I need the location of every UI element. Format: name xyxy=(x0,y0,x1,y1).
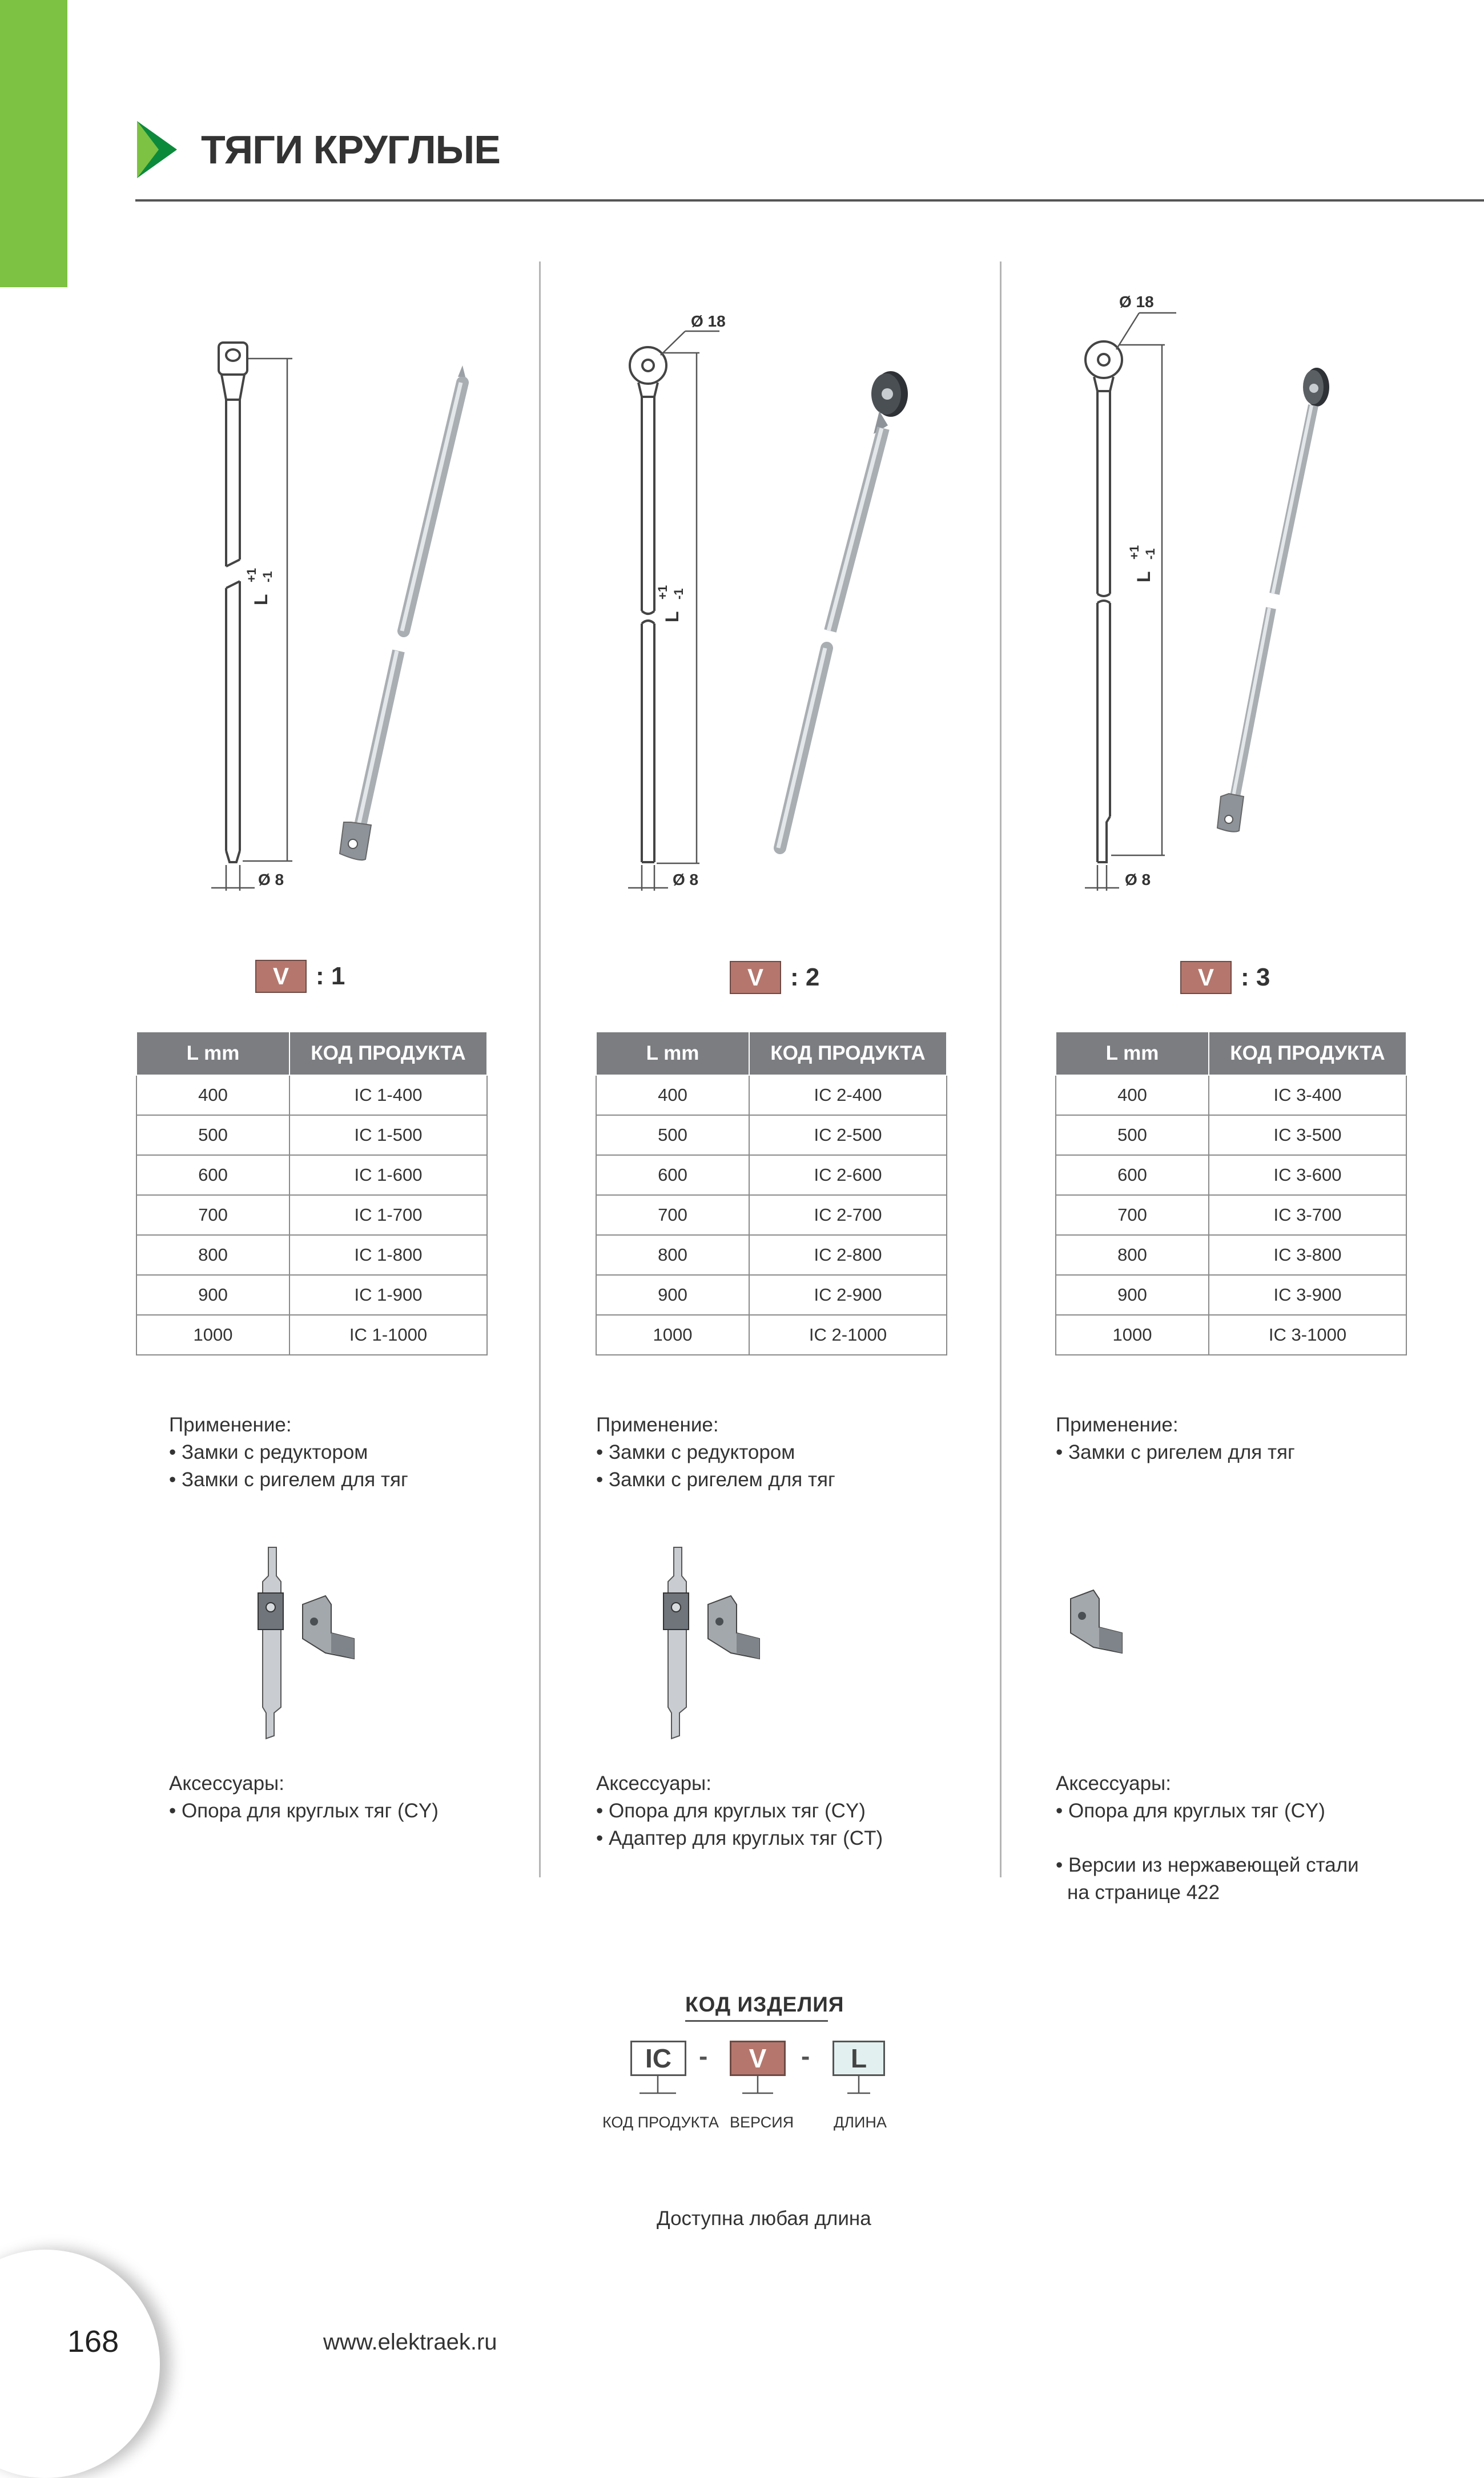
table-row xyxy=(596,1275,947,1315)
table-cell: 400 xyxy=(1056,1075,1209,1115)
table-cell: IC 3-600 xyxy=(1209,1155,1406,1195)
table-cell: IC 1-800 xyxy=(289,1235,487,1275)
table-cell: 900 xyxy=(1056,1275,1209,1315)
page-corner-curl xyxy=(0,2250,160,2478)
table-cell: 1000 xyxy=(596,1315,749,1355)
table-header: КОД ПРОДУКТА xyxy=(749,1032,947,1075)
code-box-version: V xyxy=(730,2041,786,2076)
list-item: • Замки с ригелем для тяг xyxy=(1056,1441,1295,1463)
table-row xyxy=(596,1195,947,1235)
tolerance-plus: +1 xyxy=(244,568,259,582)
table-cell: IC 2-600 xyxy=(749,1155,947,1195)
table-cell: IC 2-400 xyxy=(749,1075,947,1115)
application-title: Применение: xyxy=(169,1414,292,1436)
list-item: • Замки с ригелем для тяг xyxy=(169,1469,408,1491)
table-cell: IC 3-900 xyxy=(1209,1275,1406,1315)
code-connectors xyxy=(628,2076,896,2110)
tolerance-plus: +1 xyxy=(1127,545,1141,560)
list-item: • Адаптер для круглых тяг (CT) xyxy=(596,1827,883,1849)
table-row xyxy=(1056,1235,1406,1275)
table-header: L mm xyxy=(136,1032,289,1075)
note-line: на странице 422 xyxy=(1067,1881,1220,1904)
application-title: Применение: xyxy=(596,1414,719,1436)
accessories-title: Аксессуары: xyxy=(596,1772,711,1795)
table-cell: IC 1-400 xyxy=(289,1075,487,1115)
table-cell: IC 3-400 xyxy=(1209,1075,1406,1115)
title-arrow-icon xyxy=(137,121,177,178)
table-row xyxy=(1056,1315,1406,1355)
version-number: : 3 xyxy=(1241,963,1270,991)
rod-diameter-label: Ø 8 xyxy=(673,871,699,888)
tolerance-minus: -1 xyxy=(260,571,275,582)
table-row xyxy=(596,1075,947,1115)
table-cell: IC 2-500 xyxy=(749,1115,947,1155)
list-item: • Замки с редуктором xyxy=(169,1441,368,1463)
list-item: • Опора для круглых тяг (CY) xyxy=(596,1800,866,1822)
table-row xyxy=(1056,1195,1406,1235)
rod-drawing-3 xyxy=(1062,285,1382,914)
dimension-length-label: L xyxy=(1133,571,1154,582)
table-cell: IC 3-500 xyxy=(1209,1115,1406,1155)
rod-diameter-label: Ø 8 xyxy=(1125,871,1151,888)
application-block-2 xyxy=(596,1411,835,1494)
table-cell: 500 xyxy=(136,1115,289,1155)
tolerance-minus: -1 xyxy=(1143,548,1157,560)
table-cell: 600 xyxy=(596,1155,749,1195)
table-header: L mm xyxy=(1056,1032,1209,1075)
rod-diameter-label: Ø 8 xyxy=(258,871,284,888)
table-header: L mm xyxy=(596,1032,749,1075)
table-cell: IC 2-800 xyxy=(749,1235,947,1275)
dimension-length-label: L xyxy=(251,594,271,605)
table-cell: IC 3-700 xyxy=(1209,1195,1406,1235)
table-cell: 900 xyxy=(596,1275,749,1315)
version-box: V xyxy=(730,961,781,994)
table-cell: 800 xyxy=(1056,1235,1209,1275)
table-cell: 600 xyxy=(1056,1155,1209,1195)
table-row xyxy=(136,1275,487,1315)
list-item: • Замки с ригелем для тяг xyxy=(596,1469,835,1491)
note-line: • Версии из нержавеющей стали xyxy=(1056,1854,1359,1876)
list-item: • Опора для круглых тяг (CY) xyxy=(169,1800,439,1822)
product-code-title: КОД ИЗДЕЛИЯ xyxy=(685,1993,844,2016)
accessories-title: Аксессуары: xyxy=(1056,1772,1171,1795)
accessories-block-2 xyxy=(596,1770,883,1852)
code-box-ic: IC xyxy=(630,2041,686,2076)
table-row xyxy=(1056,1155,1406,1195)
code-label-version: ВЕРСИЯ xyxy=(730,2114,794,2131)
page-title: ТЯГИ КРУГЛЫЕ xyxy=(201,127,500,172)
table-row xyxy=(136,1115,487,1155)
table-cell: 700 xyxy=(596,1195,749,1235)
version-box: V xyxy=(1180,961,1232,994)
table-row xyxy=(136,1235,487,1275)
table-cell: IC 2-1000 xyxy=(749,1315,947,1355)
table-cell: IC 1-1000 xyxy=(289,1315,487,1355)
product-code-table-2 xyxy=(596,1031,947,1355)
accessories-block-3 xyxy=(1056,1770,1325,1825)
table-cell: IC 1-900 xyxy=(289,1275,487,1315)
table-row xyxy=(596,1235,947,1275)
table-cell: IC 1-700 xyxy=(289,1195,487,1235)
table-cell: IC 2-900 xyxy=(749,1275,947,1315)
table-row xyxy=(596,1315,947,1355)
code-box-length: L xyxy=(833,2041,885,2076)
table-header: КОД ПРОДУКТА xyxy=(289,1032,487,1075)
code-separator: - xyxy=(699,2041,708,2071)
table-row xyxy=(1056,1075,1406,1115)
table-cell: IC 2-700 xyxy=(749,1195,947,1235)
application-block-1 xyxy=(169,1411,408,1494)
side-accent-bar xyxy=(0,0,67,287)
table-header: КОД ПРОДУКТА xyxy=(1209,1032,1406,1075)
table-cell: 700 xyxy=(1056,1195,1209,1235)
table-cell: 600 xyxy=(136,1155,289,1195)
svg-text:L xyxy=(251,594,271,605)
accessories-title: Аксессуары: xyxy=(169,1772,284,1795)
table-cell: 800 xyxy=(136,1235,289,1275)
table-cell: IC 3-800 xyxy=(1209,1235,1406,1275)
head-diameter-label: Ø 18 xyxy=(691,312,726,330)
product-code-table-1 xyxy=(136,1031,488,1355)
accessories-block-1 xyxy=(169,1770,439,1825)
table-row xyxy=(1056,1275,1406,1315)
table-cell: 400 xyxy=(136,1075,289,1115)
table-row xyxy=(1056,1115,1406,1155)
version-label-3 xyxy=(1180,960,1270,995)
lock-mechanism-image-2 xyxy=(657,1542,782,1747)
version-label-2 xyxy=(730,960,819,995)
list-item: • Опора для круглых тяг (CY) xyxy=(1056,1800,1325,1822)
application-block-3 xyxy=(1056,1411,1295,1466)
code-label-product: КОД ПРОДУКТА xyxy=(602,2114,719,2131)
table-cell: 1000 xyxy=(136,1315,289,1355)
version-number: : 2 xyxy=(790,963,820,991)
column-divider xyxy=(1000,262,1002,1877)
rod-drawing-2 xyxy=(605,291,948,914)
tolerance-plus: +1 xyxy=(655,585,670,600)
table-cell: 800 xyxy=(596,1235,749,1275)
table-cell: 400 xyxy=(596,1075,749,1115)
table-cell: 900 xyxy=(136,1275,289,1315)
product-code-table-3 xyxy=(1055,1031,1407,1355)
table-cell: 1000 xyxy=(1056,1315,1209,1355)
any-length-note: Доступна любая длина xyxy=(657,2207,871,2230)
table-row xyxy=(136,1075,487,1115)
table-row xyxy=(136,1195,487,1235)
rod-drawing-1 xyxy=(194,320,491,914)
dimension-length-label: L xyxy=(662,611,682,622)
website-link[interactable]: www.elektraek.ru xyxy=(323,2330,497,2355)
head-diameter-label: Ø 18 xyxy=(1119,293,1154,311)
version-number: : 1 xyxy=(316,962,345,990)
list-item: • Замки с редуктором xyxy=(596,1441,795,1463)
table-row xyxy=(136,1315,487,1355)
code-label-length: ДЛИНА xyxy=(834,2114,887,2131)
stainless-note xyxy=(1056,1852,1359,1906)
table-cell: IC 3-1000 xyxy=(1209,1315,1406,1355)
code-separator: - xyxy=(801,2041,810,2071)
page-number: 168 xyxy=(67,2324,119,2359)
table-row xyxy=(136,1155,487,1195)
table-cell: 500 xyxy=(1056,1115,1209,1155)
product-code-underline xyxy=(685,2020,828,2022)
version-box: V xyxy=(255,960,307,993)
title-divider xyxy=(135,199,1484,202)
table-cell: 500 xyxy=(596,1115,749,1155)
application-title: Применение: xyxy=(1056,1414,1179,1436)
version-label-1 xyxy=(255,959,345,993)
lock-mechanism-image-1 xyxy=(246,1542,371,1747)
table-cell: IC 1-600 xyxy=(289,1155,487,1195)
column-divider xyxy=(539,262,541,1877)
table-row xyxy=(596,1115,947,1155)
lock-bolt-image-3 xyxy=(1065,1582,1145,1662)
table-cell: IC 1-500 xyxy=(289,1115,487,1155)
tolerance-minus: -1 xyxy=(671,588,686,600)
table-cell: 700 xyxy=(136,1195,289,1235)
table-row xyxy=(596,1155,947,1195)
